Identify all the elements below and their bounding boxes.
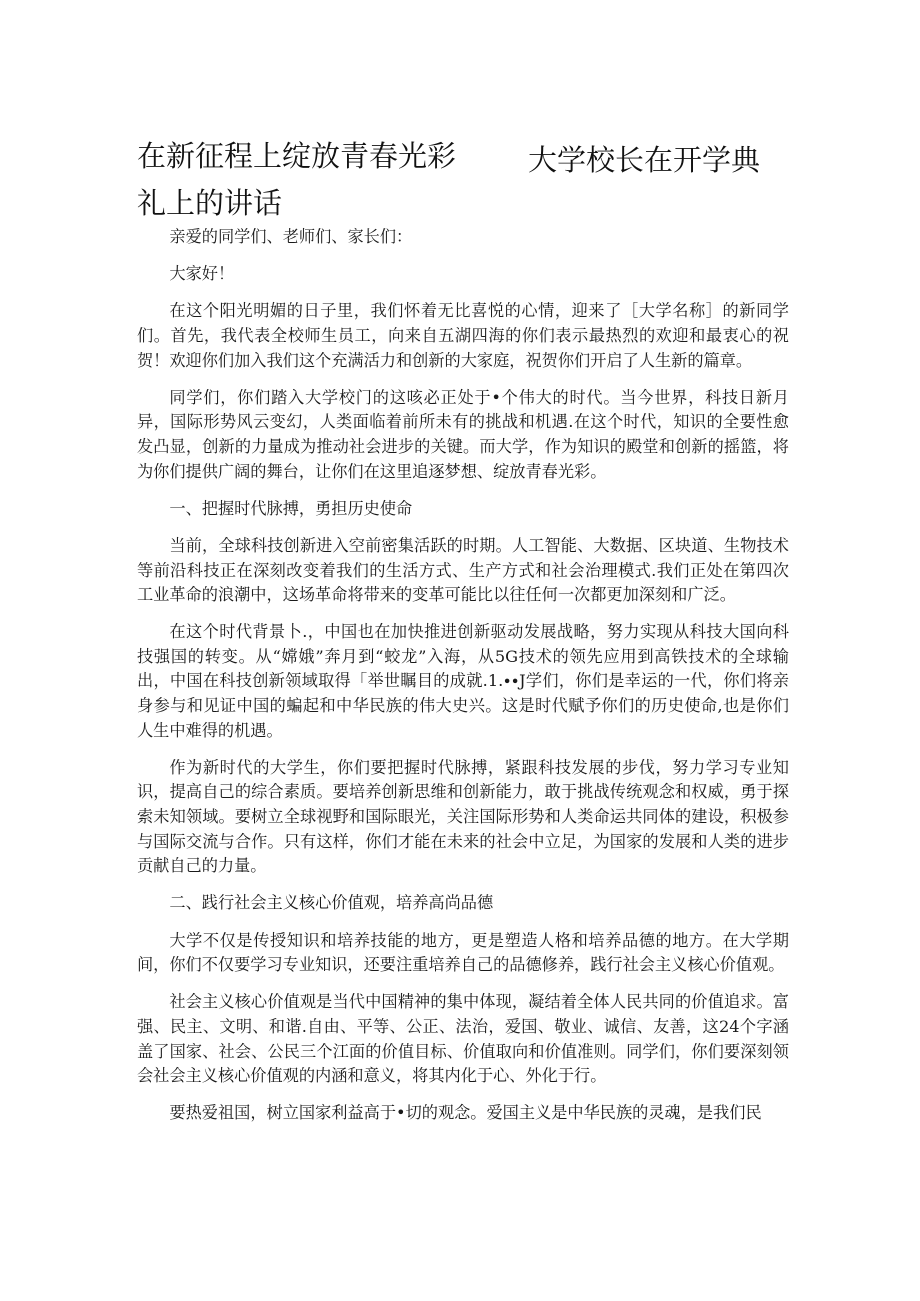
paragraph: 作为新时代的大学生，你们要把握时代脉搏，紧跟科技发展的步伐，努力学习专业知识，提高自己的综合素质。要培养创新思维和创新能力，敢于挑战传统观念和权威，勇于探索未知领域。要树立全球视野和国际眼光，关注国际形势和人类命运共同体的建设，积极参与国际交流与合作。只有这样，你们才能在未来的社会中立足，为国家的发展和人类的进步贡献自己的力量。: [137, 757, 789, 876]
greeting: 大家好！: [169, 264, 235, 284]
paragraph: 要热爱祖国，树立国家利益高于•切的观念。爱国主义是中华民族的灵魂，是我们民: [169, 1103, 762, 1123]
paragraph: 社会主义核心价值观是当代中国精神的集中体现，凝结着全体人民共同的价值追求。富强、民主、文明、和谐.自由、平等、公正、法治，爱国、敬业、诚信、友善，这24个字涵盖了国家、社会、公民三个江面的价值目标、价值取向和价值准则。同学们，你们要深刻领会社会主义核心价值观的内涵和意义，将其内化于心、外化于行。: [137, 992, 789, 1086]
paragraph: 在这个阳光明媚的日子里，我们怀着无比喜悦的心情，迎来了［大学名称］的新同学们。首先，我代表全校师生员工，向来自五湖四海的你们表示最热烈的欢迎和最衷心的祝贺！欢迎你们加入我们这个充满活力和创新的大家庭，祝贺你们开启了人生新的篇章。: [137, 301, 789, 370]
salutation: 亲爱的同学们、老师们、家长们：: [169, 227, 413, 246]
section-heading: 一、把握时代脉搏，勇担历史使命: [169, 498, 413, 518]
document-body: [137, 225, 789, 1139]
section-heading: 二、践行社会主义核心价值观，培养高尚品德: [169, 893, 494, 913]
paragraph: 当前，全球科技创新进入空前密集活跃的时期。人工智能、大数据、区块道、生物技术等前沿科技正在深刻改变着我们的生活方式、生产方式和社会治理模式.我们正处在第四次工业革命的浪潮中，这场革命将带来的变革可能比以往任何一次都更加深刻和广泛。: [137, 535, 789, 605]
document-title-continued: 礼上的讲话: [137, 186, 283, 220]
document-title: 在新征程上绽放青春光彩: [137, 139, 457, 173]
document-title-right: 大学校长在开学典: [528, 143, 761, 177]
paragraph: 同学们，你们踏入大学校门的这咳必正处于•个伟大的时代。当今世界，科技日新月异，国际形势风云变幻，人类面临着前所未有的挑战和机遇.在这个时代，知识的全要性愈发凸显，创新的力量成为推动社会进步的关键。而大学，作为知识的殿堂和创新的摇篮，将为你们提供广阔的舞台，让你们在这里追逐梦想、绽放青春光彩。: [137, 387, 789, 481]
paragraph: 大学不仅是传授知识和培养技能的地方，更是塑造人格和培养品德的地方。在大学期间，你们不仅要学习专业知识，还要注重培养自己的品德修养，践行社会主义核心价值观。: [137, 930, 789, 975]
paragraph: 在这个时代背景卜.，中国也在加快推进创新驱动发展战略，努力实现从科技大国向科技强国的转变。从“嫦娥”奔月到“蛟龙”入海，从5G技术的领先应用到高铁技术的全球输出，中国在科技创新领域取得「举世瞩目的成就.1.∙∙J学们，你们是幸运的一代，你们将亲身参与和见证中国的蝙起和中华民族的伟大史兴。这是时代赋予你们的历史使命,也是你们人生中难得的机遇。: [137, 622, 789, 740]
